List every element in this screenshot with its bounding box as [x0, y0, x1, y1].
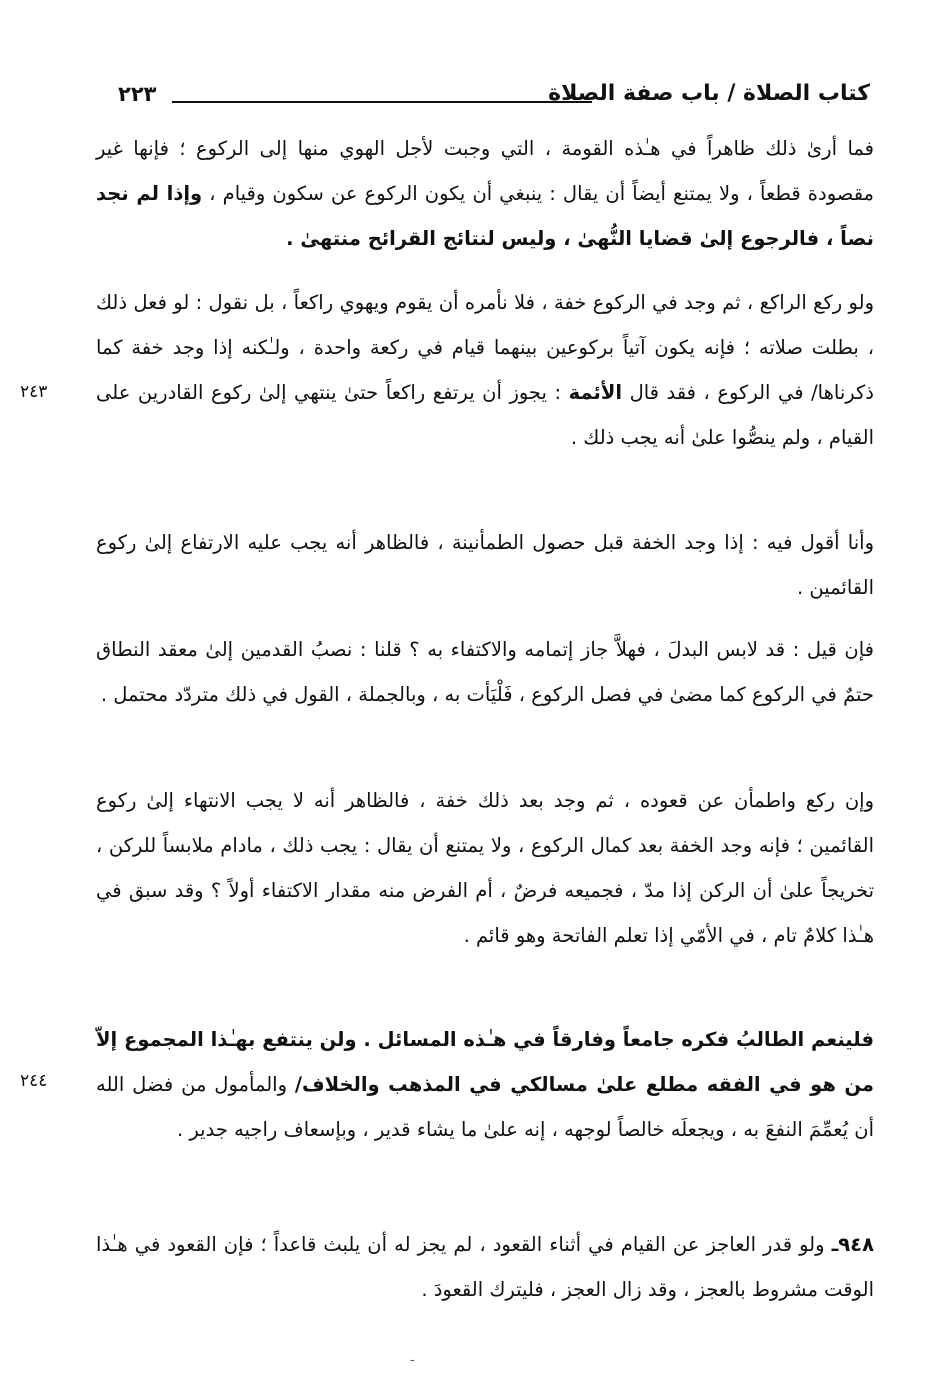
- paragraph-6-text: والمأمول من فضل الله أن يُعمِّمَ النفعَ به ، ويجعلَه خالصاً لوجهه ، إنه علىٰ ما يشاء قدير ، وبإسعاف راجيه جدير .: [96, 1073, 874, 1141]
- paragraph-2: [96, 280, 874, 460]
- paragraph-3-text: وأنا أقول فيه : إذا وجد الخفة قبل حصول الطمأنينة ، فالظاهر أنه يجب عليه الارتفاع إلىٰ ركوع القائمين .: [96, 531, 874, 599]
- paragraph-7-text: ولو قدر العاجز عن القيام في أثناء القعود ، لم يجز له أن يلبث قاعداً ؛ فإن القعود في هـٰذا الوقت مشروط بالعجز ، وقد زال العجز ، فليترك القعودَ .: [96, 1233, 874, 1301]
- header-rule: [172, 101, 592, 103]
- paragraph-6-bold-text: فلينعم الطالبُ فكره جامعاً وفارقاً في هـٰذه المسائل . ولن ينتفع بهـٰذا المجموع إلاّ من هو في الفقه مطلع علىٰ مسالكي في المذهب والخلاف/: [96, 1028, 874, 1096]
- footer-mark: -: [410, 1352, 415, 1368]
- paragraph-7: [96, 1222, 874, 1312]
- paragraph-2-bold-text: الأئمة: [568, 381, 623, 404]
- page-header: [108, 74, 870, 114]
- paragraph-6: [96, 1017, 874, 1152]
- paragraph-2-text: ولو ركع الراكع ، ثم وجد في الركوع خفة ، فلا نأمره أن يقوم ويهوي راكعاً ، بل نقول : لو فعل ذلك ، بطلت صلاته ؛ فإنه يكون آتياً بركوعين بينهما قيام في ركعة واحدة ، ولـٰكنه إذا وجد خفة كما ذكرناها/ في الركوع ، فقد قال: [96, 291, 874, 404]
- margin-marker-244: ٢٤٤: [20, 1071, 48, 1091]
- issue-number: ٩٤٨ـ: [831, 1233, 874, 1256]
- paragraph-3: [96, 520, 874, 610]
- paragraph-4-text: فإن قيل : قد لابس البدلَ ، فهلاَّ جاز إتمامه والاكتفاء به ؟ قلنا : نصبُ القدمين إلىٰ معقد النطاق حتمٌ في الركوع كما مضىٰ في فصل الركوع ، فَلْيَأت به ، وبالجملة ، القول في ذلك متردّد محتمل .: [96, 638, 874, 706]
- paragraph-1-text: فما أرىٰ ذلك ظاهراً في هـٰذه القومة ، التي وجبت لأجل الهوي منها إلى الركوع ؛ فإنها غير مقصودة قطعاً ، ولا يمتنع أيضاً أن يقال : ينبغي أن يكون الركوع عن سكون وقيام ،: [96, 137, 875, 205]
- running-title: كتاب الصلاة / باب صفة الصلاة: [548, 81, 870, 106]
- paragraph-1-bold-text: وإذا لم نجد نصاً ، فالرجوع إلىٰ قضايا النُّهىٰ ، وليس لنتائج القرائح منتهىٰ .: [96, 182, 874, 250]
- paragraph-2-text-end: : يجوز أن يرتفع راكعاً حتىٰ ينتهي إلىٰ ركوع القادرين على القيام ، ولم ينصُّوا علىٰ أنه يجب ذلك .: [96, 381, 874, 449]
- paragraph-5: [96, 778, 874, 958]
- paragraph-5-text: وإن ركع واطمأن عن قعوده ، ثم وجد بعد ذلك خفة ، فالظاهر أنه لا يجب الانتهاء إلىٰ ركوع القائمين ؛ فإنه وجد الخفة بعد كمال الركوع ، ولا يمتنع أن يقال : يجب ذلك ، مادام ملابساً للركن ، تخريجاً علىٰ أن الركن إذا مدّ ، فجميعه فرضٌ ، أم الفرض منه مقدار الاكتفاء أولاً ؟ وقد سبق في هـٰذا كلامٌ تام ، في الأمّي إذا تعلم الفاتحة وهو قائم .: [96, 789, 874, 947]
- margin-marker-243: ٢٤٣: [20, 382, 48, 402]
- page-number: ٢٢٣: [118, 82, 157, 106]
- paragraph-4: [96, 627, 874, 717]
- paragraph-1: [96, 126, 874, 261]
